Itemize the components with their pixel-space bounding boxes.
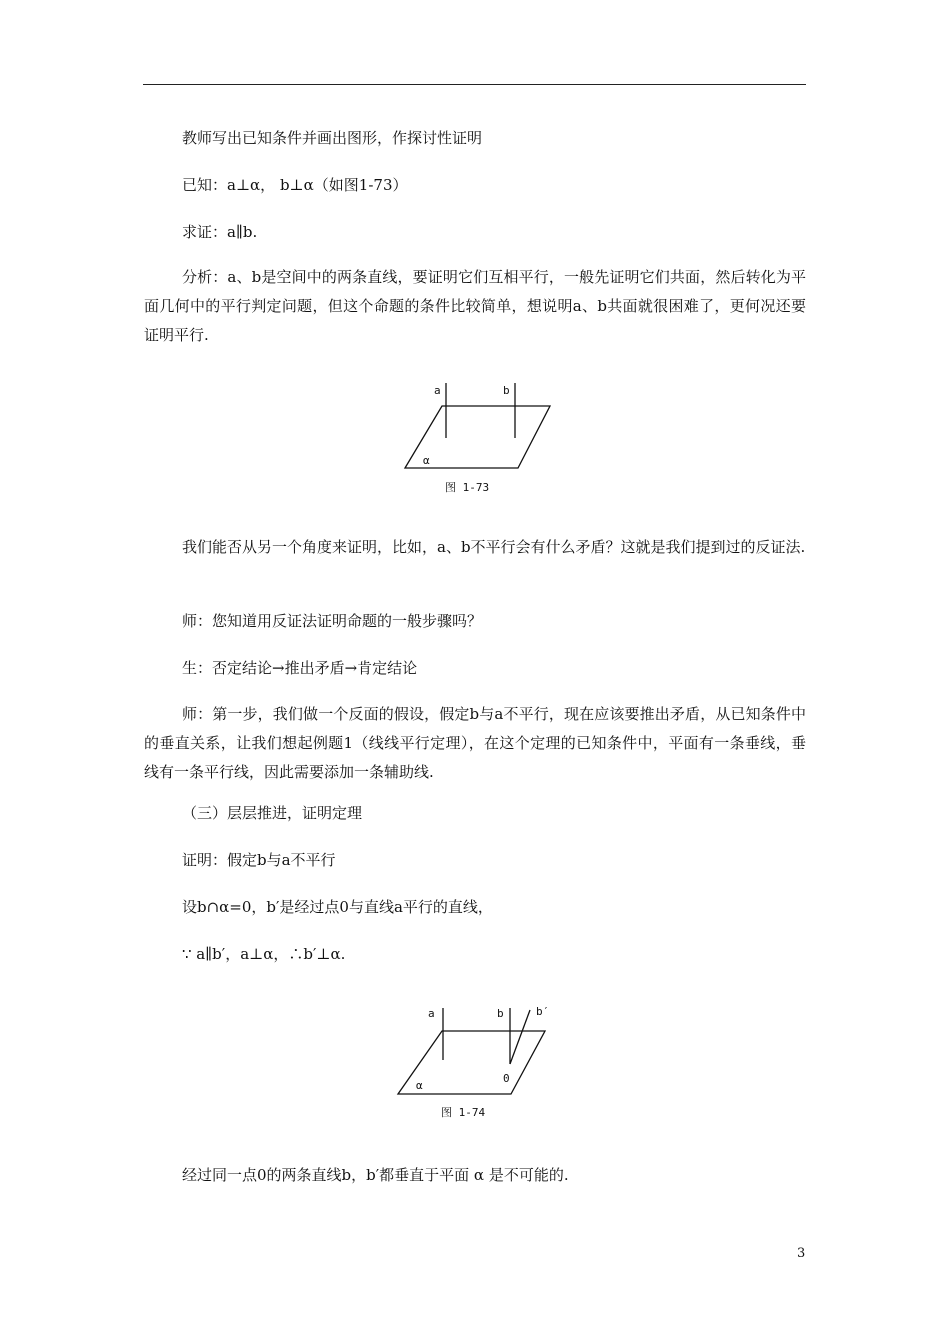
conclusion-line: 经过同一点0的两条直线b，b′都垂直于平面 α 是不可能的. (182, 1166, 569, 1184)
label-b: b (503, 384, 510, 397)
header-rule (143, 84, 806, 85)
line-b-prime (510, 1010, 530, 1064)
label-point-o: 0 (503, 1072, 510, 1085)
label-alpha: α (423, 454, 430, 467)
to-prove-line: 求证：a∥b. (182, 223, 258, 241)
question-paragraph: 我们能否从另一个角度来证明，比如，a、b不平行会有什么矛盾？这就是我们提到过的反证法. (182, 538, 806, 556)
proof-line-1: 证明：假定b与a不平行 (182, 851, 336, 869)
given-line: 已知：a⊥α， b⊥α（如图1-73） (182, 176, 408, 194)
label-b-prime: b′ (536, 1005, 550, 1018)
label-b: b (497, 1007, 504, 1020)
figure-caption: 图 1-74 (441, 1106, 486, 1119)
teacher-explanation-paragraph: 师：第一步，我们做一个反面的假设，假定b与a不平行，现在应该要推出矛盾，从已知条件中的垂直关系，让我们想起例题1（线线平行定理），在这个定理的已知条件中，平面有一条垂线，垂线有一条平行线，因此需要添加一条辅助线. (144, 705, 806, 781)
figure-caption: 图 1-73 (445, 481, 490, 494)
label-a: a (428, 1007, 435, 1020)
student-answer-line: 生：否定结论→推出矛盾→肯定结论 (182, 659, 418, 677)
proof-line-2: 设b∩α=0，b′是经过点0与直线a平行的直线， (182, 898, 493, 916)
figure-1-74 (392, 998, 562, 1123)
teacher-question-line: 师：您知道用反证法证明命题的一般步骤吗？ (182, 612, 483, 630)
page-number: 3 (797, 1246, 806, 1261)
analysis-paragraph: 分析：a、b是空间中的两条直线，要证明它们互相平行，一般先证明它们共面，然后转化为平面几何中的平行判定问题，但这个命题的条件比较简单，想说明a、b共面就很困难了，更何况还要证明平行. (144, 268, 806, 344)
proof-line-3: ∵ a∥b′，a⊥α，∴b′⊥α. (182, 945, 346, 963)
text-line-1: 教师写出已知条件并画出图形，作探讨性证明 (182, 129, 483, 147)
figure-1-73 (400, 378, 560, 498)
section-heading: （三）层层推进，证明定理 (182, 804, 363, 822)
label-a: a (434, 384, 441, 397)
label-alpha: α (416, 1079, 423, 1092)
